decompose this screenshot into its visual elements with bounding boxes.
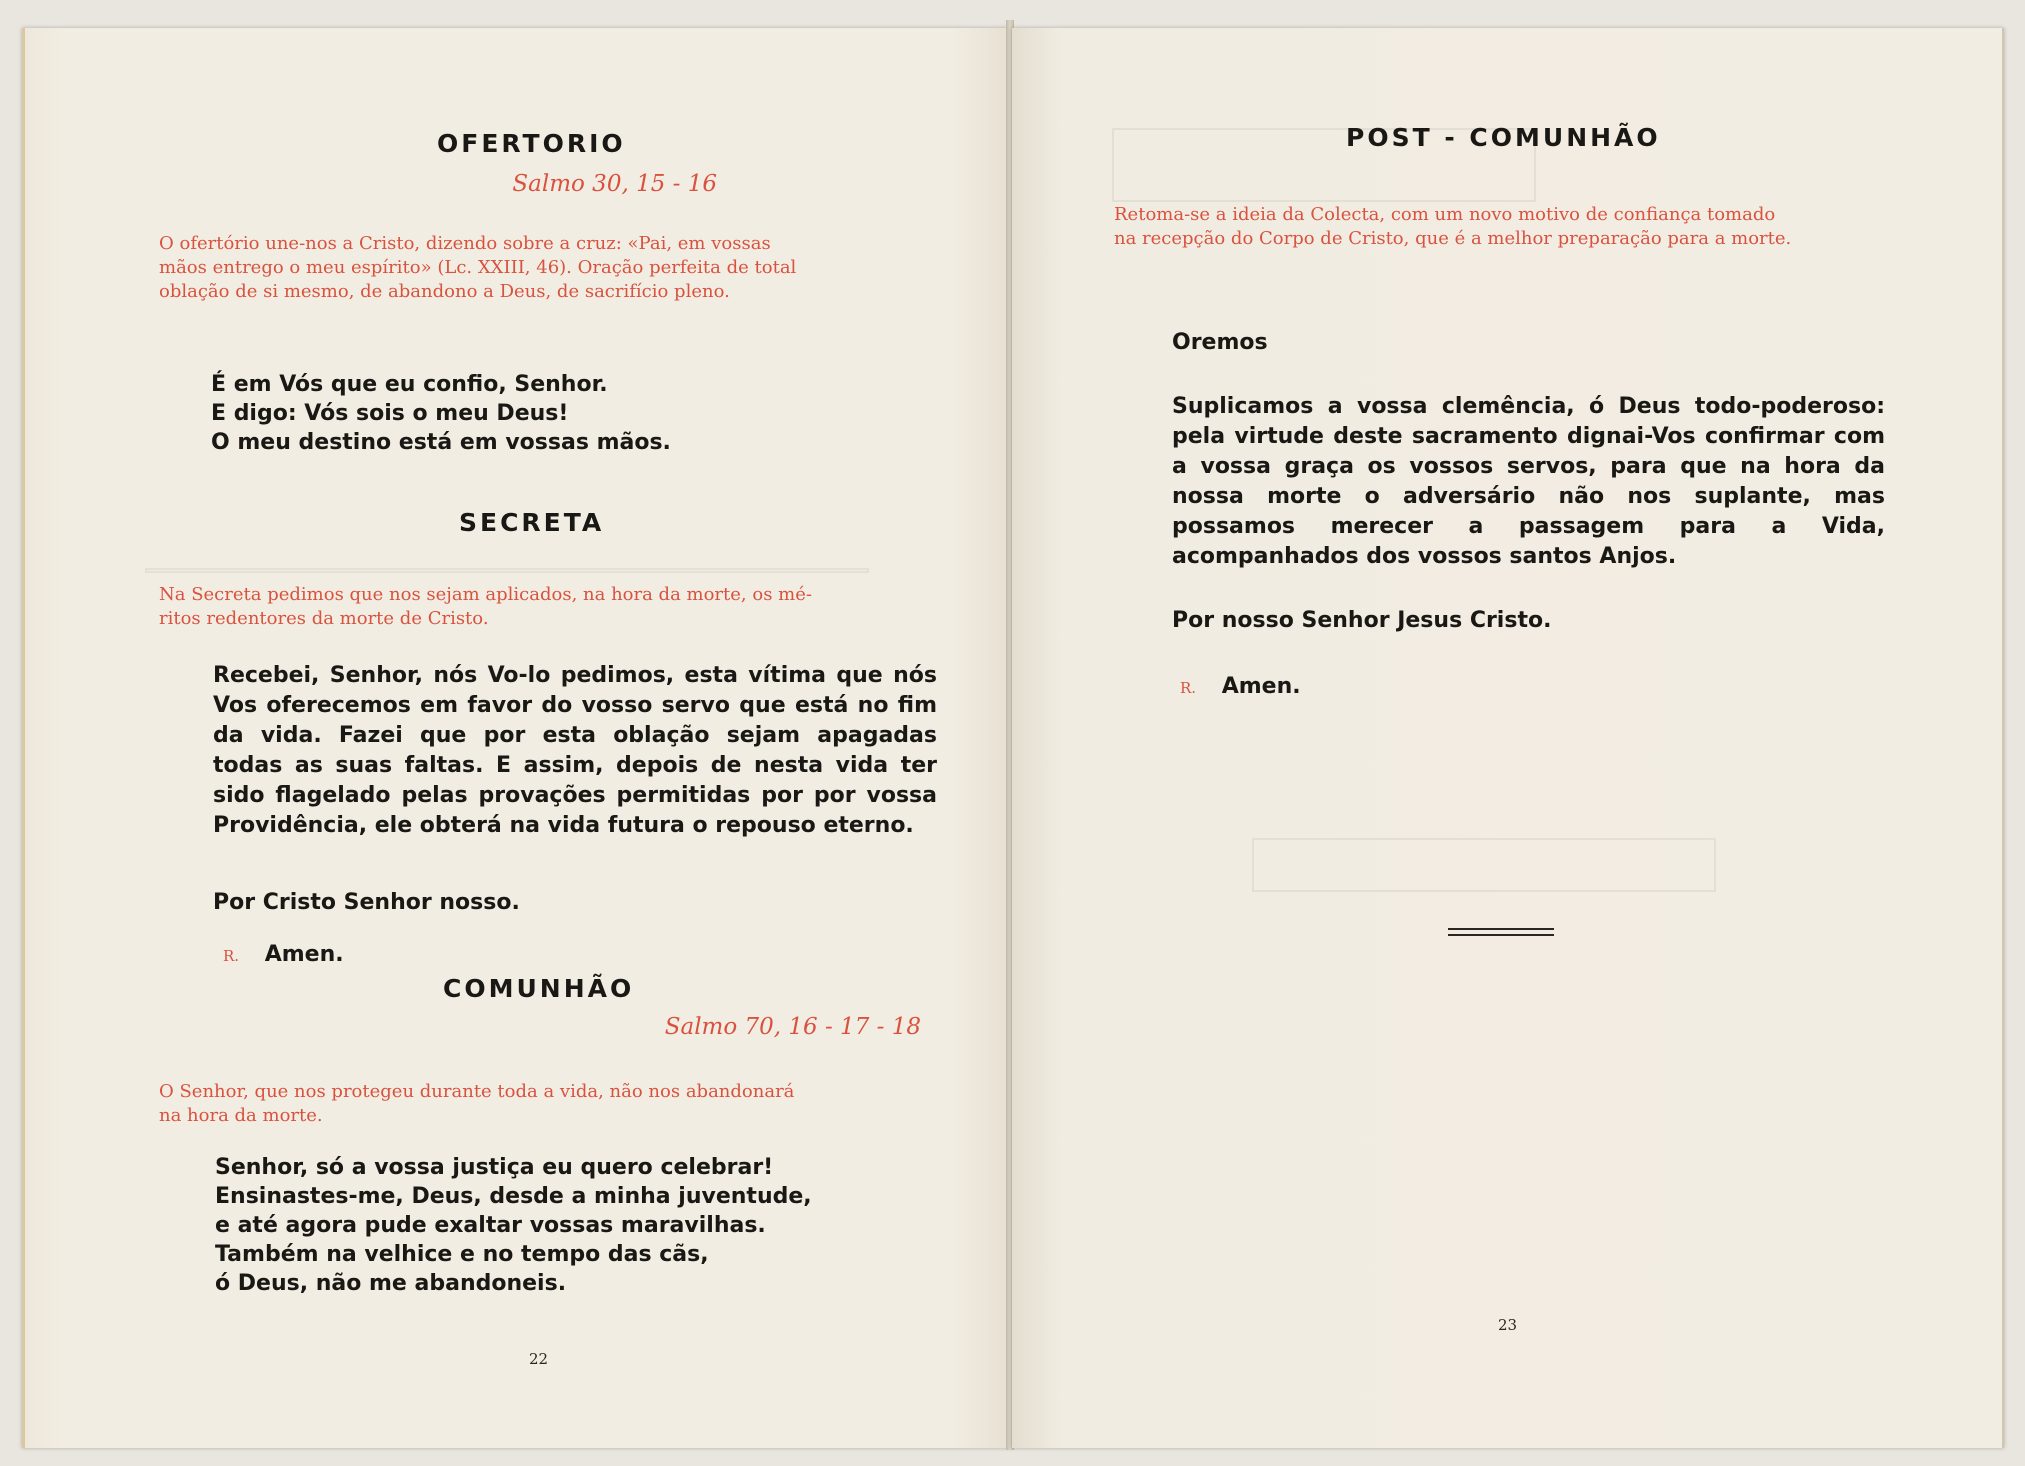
rubric-line: ritos redentores da morte de Cristo.: [159, 608, 489, 629]
response-text: Amen.: [1221, 674, 1301, 699]
ofertorio-title: OFERTORIO: [437, 129, 626, 158]
secreta-response: [223, 942, 344, 967]
rubric-line: oblação de si mesmo, de abandono a Deus, de sacrifício pleno.: [159, 281, 730, 302]
oremos: Oremos: [1172, 330, 1268, 355]
rubric-line: na recepção do Corpo de Cristo, que é a melhor preparação para a morte.: [1114, 228, 1792, 249]
rubric-line: Na Secreta pedimos que nos sejam aplicados, na hora da morte, os mé-: [159, 584, 812, 605]
ofertorio-reference: Salmo 30, 15 - 16: [512, 171, 717, 197]
show-through-box: [1252, 838, 1716, 892]
secreta-rubric: [159, 583, 937, 631]
comunhao-title: COMUNHÃO: [443, 974, 635, 1003]
secreta-prayer: Recebei, Senhor, nós Vo-lo pedimos, esta vítima que nós Vos oferecemos em favor do vosso servo que está no fim da vida. Fazei que por esta oblação sejam apagadas todas as suas faltas. E assim, depois de nesta vida ter sido flagelado pelas provações permitidas por por vossa Providência, ele obterá na vida futura o repouso eterno.: [213, 663, 937, 838]
verse-line: e até agora pude exaltar vossas maravilhas.: [215, 1213, 766, 1238]
verse-line: É em Vós que eu confio, Senhor.: [211, 372, 608, 397]
secreta-conclusion: Por Cristo Senhor nosso.: [213, 890, 520, 915]
double-rule-top: [1448, 928, 1554, 930]
rubric-line: mãos entrego o meu espírito» (Lc. XXIII, 46). Oração perfeita de total: [159, 257, 797, 278]
verse-line: Senhor, só a vossa justiça eu quero celebrar!: [215, 1155, 774, 1180]
comunhao-rubric: [159, 1080, 937, 1128]
rubric-line: O Senhor, que nos protegeu durante toda a vida, não nos abandonará: [159, 1081, 795, 1102]
left-page: [22, 28, 1011, 1448]
comunhao-verses: [215, 1153, 812, 1298]
page-number: 23: [1498, 1316, 1518, 1334]
page-number: 22: [529, 1350, 549, 1368]
secreta-title: SECRETA: [459, 508, 605, 537]
response-mark: R.: [1180, 679, 1197, 697]
response-text: Amen.: [264, 942, 344, 967]
post-comunhao-prayer: Suplicamos a vossa clemência, ó Deus todo-poderoso: pela virtude deste sacramento dignai-Vos confirmar com a vossa graça os vossos servos, para que na hora da nossa morte o adversário não nos suplante, mas possamos merecer a passagem para a Vida, acompanhados dos vossos santos Anjos.: [1172, 394, 1885, 569]
verse-line: ó Deus, não me abandoneis.: [215, 1271, 567, 1296]
comunhao-reference: Salmo 70, 16 - 17 - 18: [664, 1014, 921, 1040]
response-mark: R.: [223, 947, 240, 965]
rubric-line: na hora da morte.: [159, 1105, 323, 1126]
post-comunhao-response: [1180, 674, 1301, 699]
verse-line: Ensinastes-me, Deus, desde a minha juventude,: [215, 1184, 812, 1209]
verse-line: O meu destino está em vossas mãos.: [211, 430, 671, 455]
post-comunhao-rubric: [1114, 203, 1894, 251]
rubric-line: Retoma-se a ideia da Colecta, com um novo motivo de confiança tomado: [1114, 204, 1776, 225]
post-comunhao-conclusion: Por nosso Senhor Jesus Cristo.: [1172, 608, 1552, 633]
right-page: [1012, 28, 2004, 1448]
verse-line: E digo: Vós sois o meu Deus!: [211, 401, 569, 426]
ofertorio-rubric: [159, 232, 937, 304]
post-comunhao-title: POST - COMUNHÃO: [1346, 123, 1661, 152]
show-through-mark: [145, 568, 869, 573]
rubric-line: O ofertório une-nos a Cristo, dizendo sobre a cruz: «Pai, em vossas: [159, 233, 771, 254]
double-rule-bottom: [1448, 934, 1554, 936]
ofertorio-verses: [211, 370, 671, 457]
verse-line: Também na velhice e no tempo das cãs,: [215, 1242, 709, 1267]
